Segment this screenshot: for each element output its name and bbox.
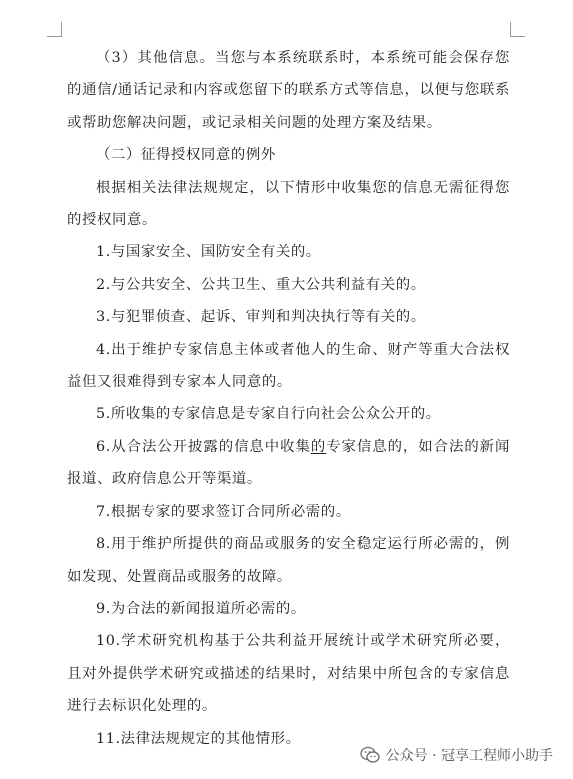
list-item-6-text-before: 6.从合法公开披露的信息中收集 bbox=[96, 438, 311, 455]
list-item-6-underlined-text: 的 bbox=[310, 438, 327, 455]
list-item-9: 9.为合法的新闻报道所必需的。 bbox=[96, 600, 306, 617]
page-corner-mark-left bbox=[47, 22, 62, 37]
section-heading-consent-exceptions: （二）征得授权同意的例外 bbox=[96, 147, 276, 164]
wechat-watermark bbox=[356, 743, 557, 767]
document-body bbox=[67, 42, 510, 755]
list-item-3: 3.与犯罪侦查、起诉、审判和判决执行等有关的。 bbox=[96, 309, 426, 326]
watermark-text: 公众号 · 冠享工程师小助手 bbox=[385, 748, 553, 764]
list-item-6-text-after: 专家信息的，如合法的新闻报道、政府信息公开等渠道。 bbox=[67, 438, 511, 488]
wechat-icon bbox=[360, 746, 380, 764]
paragraph-other-info: （3）其他信息。当您与本系统联系时，本系统可能会保存您的通信/通话记录和内容或您留下的联系方式等信息，以便与您联系或帮助您解决问题，或记录相关问题的处理方案及结果。 bbox=[67, 50, 510, 131]
list-item-4: 4.出于维护专家信息主体或者他人的生命、财产等重大合法权益但又很难得到专家本人同意的。 bbox=[67, 341, 510, 391]
list-item-8: 8.用于维护所提供的商品或服务的安全稳定运行所必需的，例如发现、处置商品或服务的故障。 bbox=[67, 536, 510, 585]
list-item-5: 5.所收集的专家信息是专家自行向社会公众公开的。 bbox=[96, 406, 441, 423]
list-item-1: 1.与国家安全、国防安全有关的。 bbox=[96, 244, 321, 261]
page-corner-mark-right bbox=[510, 22, 525, 37]
paragraph-intro: 根据相关法律法规规定，以下情形中收集您的信息无需征得您的授权同意。 bbox=[67, 179, 510, 229]
list-item-2: 2.与公共安全、公共卫生、重大公共利益有关的。 bbox=[96, 276, 426, 293]
list-item-11: 11.法律法规规定的其他情形。 bbox=[96, 730, 301, 747]
list-item-10: 10.学术研究机构基于公共利益开展统计或学术研究所必要，且对外提供学术研究或描述的结果时，对结果中所包含的专家信息进行去标识化处理的。 bbox=[67, 633, 510, 715]
list-item-6 bbox=[67, 431, 510, 496]
list-item-7: 7.根据专家的要求签订合同所必需的。 bbox=[96, 503, 351, 520]
